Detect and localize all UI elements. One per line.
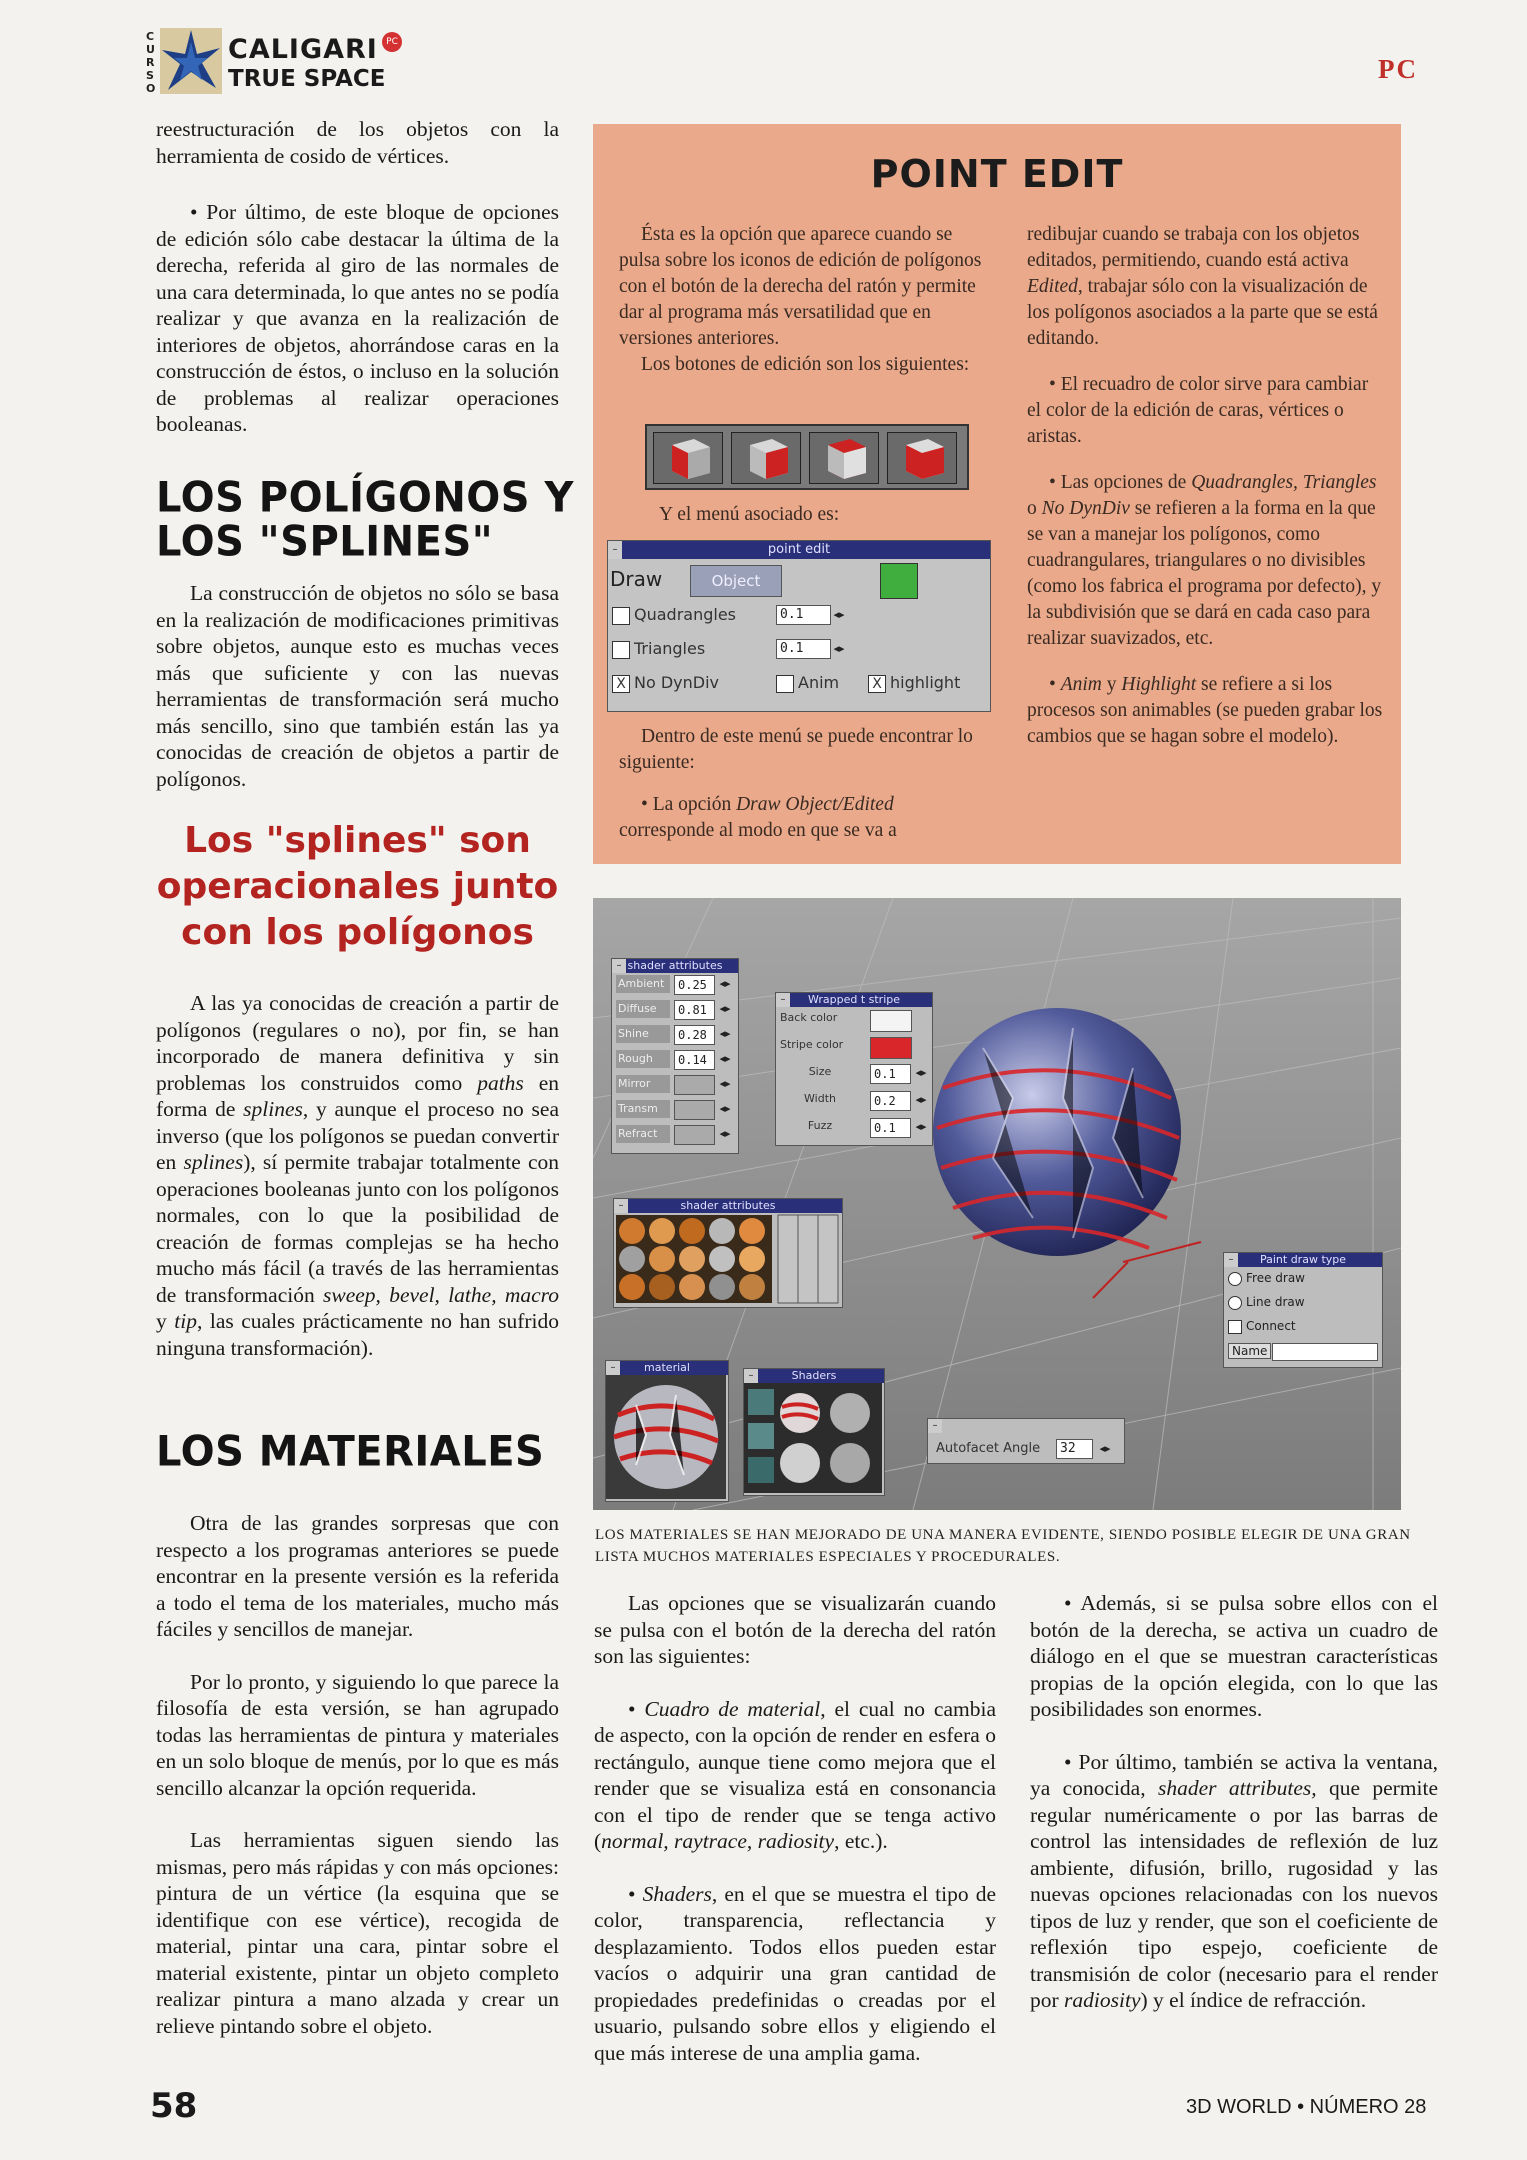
material-titlebar: – material <box>606 1361 728 1375</box>
material-window <box>605 1360 729 1502</box>
shader-attr-row <box>612 1098 738 1123</box>
wrapped-stripe-rows <box>776 1007 932 1142</box>
paint-draw-type-window <box>1223 1252 1383 1368</box>
point-edit-col1 <box>619 222 991 398</box>
triangles-value[interactable]: 0.1 <box>776 639 831 659</box>
arrows-icon[interactable]: ◂▸ <box>915 1066 927 1079</box>
shader-attr-label: Refract <box>616 1125 670 1143</box>
shaders-titlebar: – Shaders <box>744 1369 884 1383</box>
page-number: 58 <box>150 2086 198 2126</box>
edit-button-vertex[interactable] <box>653 432 723 484</box>
edit-button-normal[interactable] <box>887 432 957 484</box>
shaders-grid <box>744 1383 882 1493</box>
right-paragraph-2: • Por último, también se activa la ventana, ya conocida, shader attributes, que permite regular numéricamente o por las barras de control las intensidades de reflexión de luz ambiente, difusión, brillo, rugosidad y las nuevas opciones relacionadas con los nuevos tipos de luz y render, que son el coeficiente de reflexión tipo espejo, coeficiente de transmisión de color (necesario para el render por radiosity) y el índice de refracción. <box>1030 1749 1438 2012</box>
stripe-label: Width <box>804 1092 836 1105</box>
shader-attr-row <box>612 1073 738 1098</box>
logo-star-icon <box>160 28 222 94</box>
paint-option-free-draw[interactable]: Free draw <box>1228 1271 1305 1286</box>
arrows-icon[interactable]: ◂▸ <box>719 1002 731 1015</box>
draw-row <box>610 567 662 591</box>
draw-label: Draw <box>610 567 663 591</box>
middle-column <box>594 1590 996 2092</box>
minimize-icon[interactable]: – <box>612 959 626 973</box>
radio-icon <box>1228 1296 1242 1310</box>
minimize-icon[interactable]: – <box>606 1361 620 1375</box>
arrows-icon[interactable]: ◂▸ <box>915 1120 927 1133</box>
point-edit-menu <box>607 540 991 712</box>
triangles-row: Triangles <box>612 639 705 659</box>
edit-color-swatch[interactable] <box>880 563 918 599</box>
shader-attr-row <box>612 973 738 998</box>
shader-attr-value[interactable]: 0.25 <box>674 975 715 995</box>
section-label: CURSO <box>146 30 156 95</box>
shader-attributes-titlebar: – shader attributes <box>612 959 738 973</box>
arrows-icon[interactable]: ◂▸ <box>719 977 731 990</box>
point-edit-title: POINT EDIT <box>870 152 1124 196</box>
left-paragraph-4: A las ya conocidas de creación a partir de polígonos (regulares o no), por fin, se han incorporado de manera definitiva y sin problemas los construidos como paths en forma de splines, y aunque el proceso no sea inverso (que los polígonos se puedan convertir en splines), sí permite trabajar totalmente con operaciones booleanas junto con los polígonos normales, con lo que la posibilidad de creación de formas complejas se ha hecho mucho más fácil (a través de las herramientas de transformación sweep, bevel, lathe, macro y tip, las cuales prácticamente no han sufrido ninguna transformación). <box>156 991 559 1360</box>
heading-poligonos-line2: LOS "SPLINES" <box>156 517 494 567</box>
shader-attr-label: Ambient <box>616 975 670 993</box>
quadrangles-arrows-icon[interactable]: ◂▸ <box>833 608 845 621</box>
minimize-icon[interactable]: – <box>928 1419 942 1433</box>
magazine-issue: 3D WORLD • NÚMERO 28 <box>1186 2096 1427 2118</box>
shader-attr-value[interactable] <box>674 1075 715 1095</box>
middle-paragraph-1: Las opciones que se visualizarán cuando se pulsa con el botón de la derecha del ratón son las siguientes: <box>594 1591 996 1668</box>
middle-paragraph-2: • Cuadro de material, el cual no cambia de aspecto, con la opción de render en esfera o rectángulo, aunque tiene como mejora que el render que se visualiza está en consonancia con el tipo de render que se tenga activo (normal, raytrace, radiosity, etc.). <box>594 1696 996 1853</box>
point-edit-c1-p4: Dentro de este menú se puede encontrar lo siguiente: <box>619 726 973 773</box>
left-paragraph-6: Por lo pronto, y siguiendo lo que parece la filosofía de esta versión, se han agrupado todas las herramientas de pintura y materiales en un solo bloque de menús, por lo que es más sencillo alcanzar la opción requerida. <box>156 1669 559 1800</box>
autofacet-arrows-icon[interactable]: ◂▸ <box>1099 1442 1111 1455</box>
minimize-icon[interactable]: – <box>1224 1253 1238 1267</box>
striped-sphere <box>933 1008 1181 1256</box>
shader-attributes-window <box>611 958 739 1154</box>
triangles-checkbox[interactable] <box>612 641 630 659</box>
checkbox-icon <box>1228 1320 1242 1334</box>
wrapped-stripe-titlebar: – Wrapped t stripe <box>776 993 932 1007</box>
back-color-swatch[interactable] <box>870 1010 912 1032</box>
paint-option-line-draw[interactable]: Line draw <box>1228 1295 1305 1310</box>
highlight-checkbox[interactable]: X <box>868 675 886 693</box>
triangles-arrows-icon[interactable]: ◂▸ <box>833 642 845 655</box>
paint-name-input[interactable] <box>1272 1343 1378 1361</box>
right-paragraph-1: • Además, si se pulsa sobre ellos con el botón de la derecha, se activa un cuadro de diálogo en el que se muestran características propias de la opción elegida, con lo que las posibilidades son enormes. <box>1030 1591 1438 1721</box>
edit-buttons-row <box>645 424 969 490</box>
point-edit-box <box>593 124 1401 864</box>
heading-poligonos-line1: LOS POLÍGONOS Y <box>156 473 575 523</box>
left-paragraph-3: La construcción de objetos no sólo se basa en la realización de modificaciones primitivas sobre objetos, aunque esto es muchas veces más que suficiente y con las nuevas herramientas de transformación será mucho más sencillo, sino que también están las ya conocidas de creación de objetos a partir de polígonos. <box>156 581 559 791</box>
highlight-row: X highlight <box>868 673 960 693</box>
stripe-value[interactable]: 0.1 <box>870 1118 911 1138</box>
material-preview-sphere[interactable] <box>606 1375 726 1499</box>
shader-swatch-grid <box>614 1213 840 1305</box>
shader-attr-label: Rough <box>616 1050 670 1068</box>
shader-attr-row <box>612 998 738 1023</box>
logo-subtitle: TRUE SPACE <box>228 66 386 92</box>
stripe-label: Stripe color <box>780 1038 844 1051</box>
draw-object-button[interactable]: Object <box>690 565 782 597</box>
autofacet-label: Autofacet Angle <box>936 1441 1041 1456</box>
shaders-window <box>743 1368 885 1496</box>
point-edit-c1-p2: Los botones de edición son los siguientes: <box>641 354 970 375</box>
shader-attr-value[interactable] <box>674 1125 715 1145</box>
pull-quote-line1: Los "splines" son <box>184 820 531 861</box>
heading-materiales: LOS MATERIALES <box>156 1427 545 1477</box>
point-edit-menu-titlebar: – point edit <box>608 541 990 559</box>
stripe-value[interactable]: 0.1 <box>870 1064 911 1084</box>
stripe-row <box>776 1061 932 1088</box>
point-edit-c2-p4: • Anim y Highlight se refiere a si los procesos son animables (se pueden grabar los cambios que se hagan sobre el modelo). <box>1027 674 1383 747</box>
arrows-icon[interactable]: ◂▸ <box>915 1093 927 1106</box>
pull-quote <box>156 818 559 956</box>
left-paragraph-5-wrap <box>156 1510 559 2065</box>
left-paragraph-5: Otra de las grandes sorpresas que con respecto a los programas anteriores se puede encontrar en la presente versión es la referida a todo el tema de los materiales, mucho más fáciles y sencillos de manejar. <box>156 1511 559 1641</box>
shader-attributes-rows <box>612 973 738 1148</box>
shader-swatches-window <box>613 1198 843 1308</box>
anim-checkbox[interactable] <box>776 675 794 693</box>
minimize-icon[interactable]: – <box>614 1199 628 1213</box>
minimize-icon[interactable]: – <box>776 993 790 1007</box>
quadrangles-row: Quadrangles <box>612 605 736 625</box>
materials-figure <box>593 898 1401 1510</box>
shader-attr-row <box>612 1048 738 1073</box>
arrows-icon[interactable]: ◂▸ <box>719 1102 731 1115</box>
shader-swatches-titlebar: – shader attributes <box>614 1199 842 1213</box>
stripe-row <box>776 1115 932 1142</box>
point-edit-c1-p1: Ésta es la opción que aparece cuando se pulsa sobre los iconos de edición de polígonos con el botón de la derecha del ratón y permite dar al programa más versatilidad que en versiones anteriores. <box>619 224 982 349</box>
left-paragraph-2: • Por último, de este bloque de opciones de edición sólo cabe destacar la última de la derecha, referida al giro de las normales de una cara determinada, lo que antes no se podía realizar y que avanza en la realización de interiores de objetos, ahorrándose caras en la construcción de éstos, o incluso en la solución de problemas al realizar operaciones booleanas. <box>156 200 559 436</box>
point-edit-c1-p5: • La opción Draw Object/Edited corresponde al modo en que se va a <box>619 794 897 841</box>
shader-attr-value[interactable] <box>674 1100 715 1120</box>
paint-draw-type-titlebar: – Paint draw type <box>1224 1253 1382 1267</box>
shader-attr-label: Shine <box>616 1025 670 1043</box>
nodyndiv-checkbox[interactable]: X <box>612 675 630 693</box>
shader-attr-value[interactable]: 0.14 <box>674 1050 715 1070</box>
arrows-icon[interactable]: ◂▸ <box>719 1052 731 1065</box>
left-paragraph-7: Las herramientas siguen siendo las mismas, pero más rápidas y con más opciones: pintura de un vértice (la esquina que se identifique con ese vértice), recogida de material, pintar una cara, pintar sobre el material existente, pintar un objeto completo realizar pintura a mano alzada y crear un relieve pintando sobre el objeto. <box>156 1828 559 2038</box>
autofacet-window <box>927 1418 1125 1464</box>
right-column <box>1030 1590 1438 2040</box>
cube-vertex-icon <box>654 433 722 483</box>
point-edit-c1-bottom <box>619 724 991 864</box>
shader-attr-value[interactable]: 0.81 <box>674 1000 715 1020</box>
platform-label: PC <box>1378 54 1418 84</box>
minimize-icon[interactable]: – <box>608 541 622 559</box>
shader-attr-label: Diffuse <box>616 1000 670 1018</box>
arrows-icon[interactable]: ◂▸ <box>719 1077 731 1090</box>
pull-quote-line3: con los polígonos <box>181 912 534 953</box>
arrows-icon[interactable]: ◂▸ <box>719 1027 731 1040</box>
middle-paragraph-3: • Shaders, en el que se muestra el tipo de color, transparencia, reflectancia y desplazamiento. Todos ellos pueden estar vacíos o adquirir una gran cantidad de propiedades predefinidas o creadas por el usuario, pulsando sobre ellos y eligiendo el que más interese de una amplia gama. <box>594 1881 996 2065</box>
cube-face-icon <box>810 433 878 483</box>
stripe-label: Size <box>808 1065 832 1078</box>
stripe-label: Back color <box>780 1011 838 1024</box>
paint-name-label: Name <box>1228 1343 1271 1359</box>
edit-button-face[interactable] <box>809 432 879 484</box>
logo-title: CALIGARI <box>228 34 378 65</box>
radio-icon <box>1228 1272 1242 1286</box>
stripe-color-swatch[interactable] <box>870 1037 912 1059</box>
stripe-row <box>776 1034 932 1061</box>
left-paragraph-1: reestructuración de los objetos con la herramienta de cosido de vértices. <box>156 117 559 168</box>
shader-attr-label: Mirror <box>616 1075 670 1093</box>
shader-attr-row <box>612 1123 738 1148</box>
edit-button-edge[interactable] <box>731 432 801 484</box>
left-paragraph-4-wrap <box>156 990 559 1387</box>
figure-caption: LOS MATERIALES SE HAN MEJORADO DE UNA MANERA EVIDENTE, SIENDO POSIBLE ELEGIR DE UNA GRAN LISTA MUCHOS MATERIALES ESPECIALES Y PROCEDURALES. <box>595 1527 1411 1565</box>
pull-quote-line2: operacionales junto <box>156 866 559 907</box>
quadrangles-checkbox[interactable] <box>612 607 630 625</box>
stripe-label: Fuzz <box>807 1119 833 1132</box>
paint-option-connect[interactable]: Connect <box>1228 1319 1296 1334</box>
quadrangles-value[interactable]: 0.1 <box>776 605 831 625</box>
point-edit-c2-p1: redibujar cuando se trabaja con los objetos editados, permitiendo, cuando está activa Edited, trabajar sólo con la visualización de los polígonos asociados a la parte que se está editando. <box>1027 224 1378 349</box>
stripe-value[interactable]: 0.2 <box>870 1091 911 1111</box>
stripe-row <box>776 1007 932 1034</box>
left-paragraph-3-wrap <box>156 580 559 818</box>
autofacet-titlebar <box>928 1419 1124 1433</box>
stripe-row <box>776 1088 932 1115</box>
shader-attr-row <box>612 1023 738 1048</box>
point-edit-c2-p3: • Las opciones de Quadrangles, Triangles o No DynDiv se refieren a la forma en la que se van a manejar los polígonos, como cuadrangulares, triangulares o no divisibles (como los fabrica el programa por defecto), y la subdivisión que se dará en cada caso para realizar suavizados, etc. <box>1027 472 1382 649</box>
logo <box>160 28 420 98</box>
point-edit-c1-p3: Y el menú asociado es: <box>659 504 840 525</box>
logo-badge: PC <box>382 32 402 52</box>
anim-row: Anim <box>776 673 839 693</box>
left-column <box>156 116 559 464</box>
point-edit-col2 <box>1027 222 1383 770</box>
cube-normal-icon <box>888 433 956 483</box>
cube-edge-icon <box>732 433 800 483</box>
arrows-icon[interactable]: ◂▸ <box>719 1127 731 1140</box>
shader-attr-label: Transm <box>616 1100 670 1118</box>
minimize-icon[interactable]: – <box>744 1369 758 1383</box>
nodyndiv-row: X No DynDiv <box>612 673 719 693</box>
point-edit-c2-p2: • El recuadro de color sirve para cambiar el color de la edición de caras, vértices o aristas. <box>1027 374 1369 447</box>
wrapped-stripe-window <box>775 992 933 1146</box>
heading-poligonos <box>156 473 576 567</box>
shader-attr-value[interactable]: 0.28 <box>674 1025 715 1045</box>
autofacet-value[interactable]: 32 <box>1056 1439 1093 1459</box>
